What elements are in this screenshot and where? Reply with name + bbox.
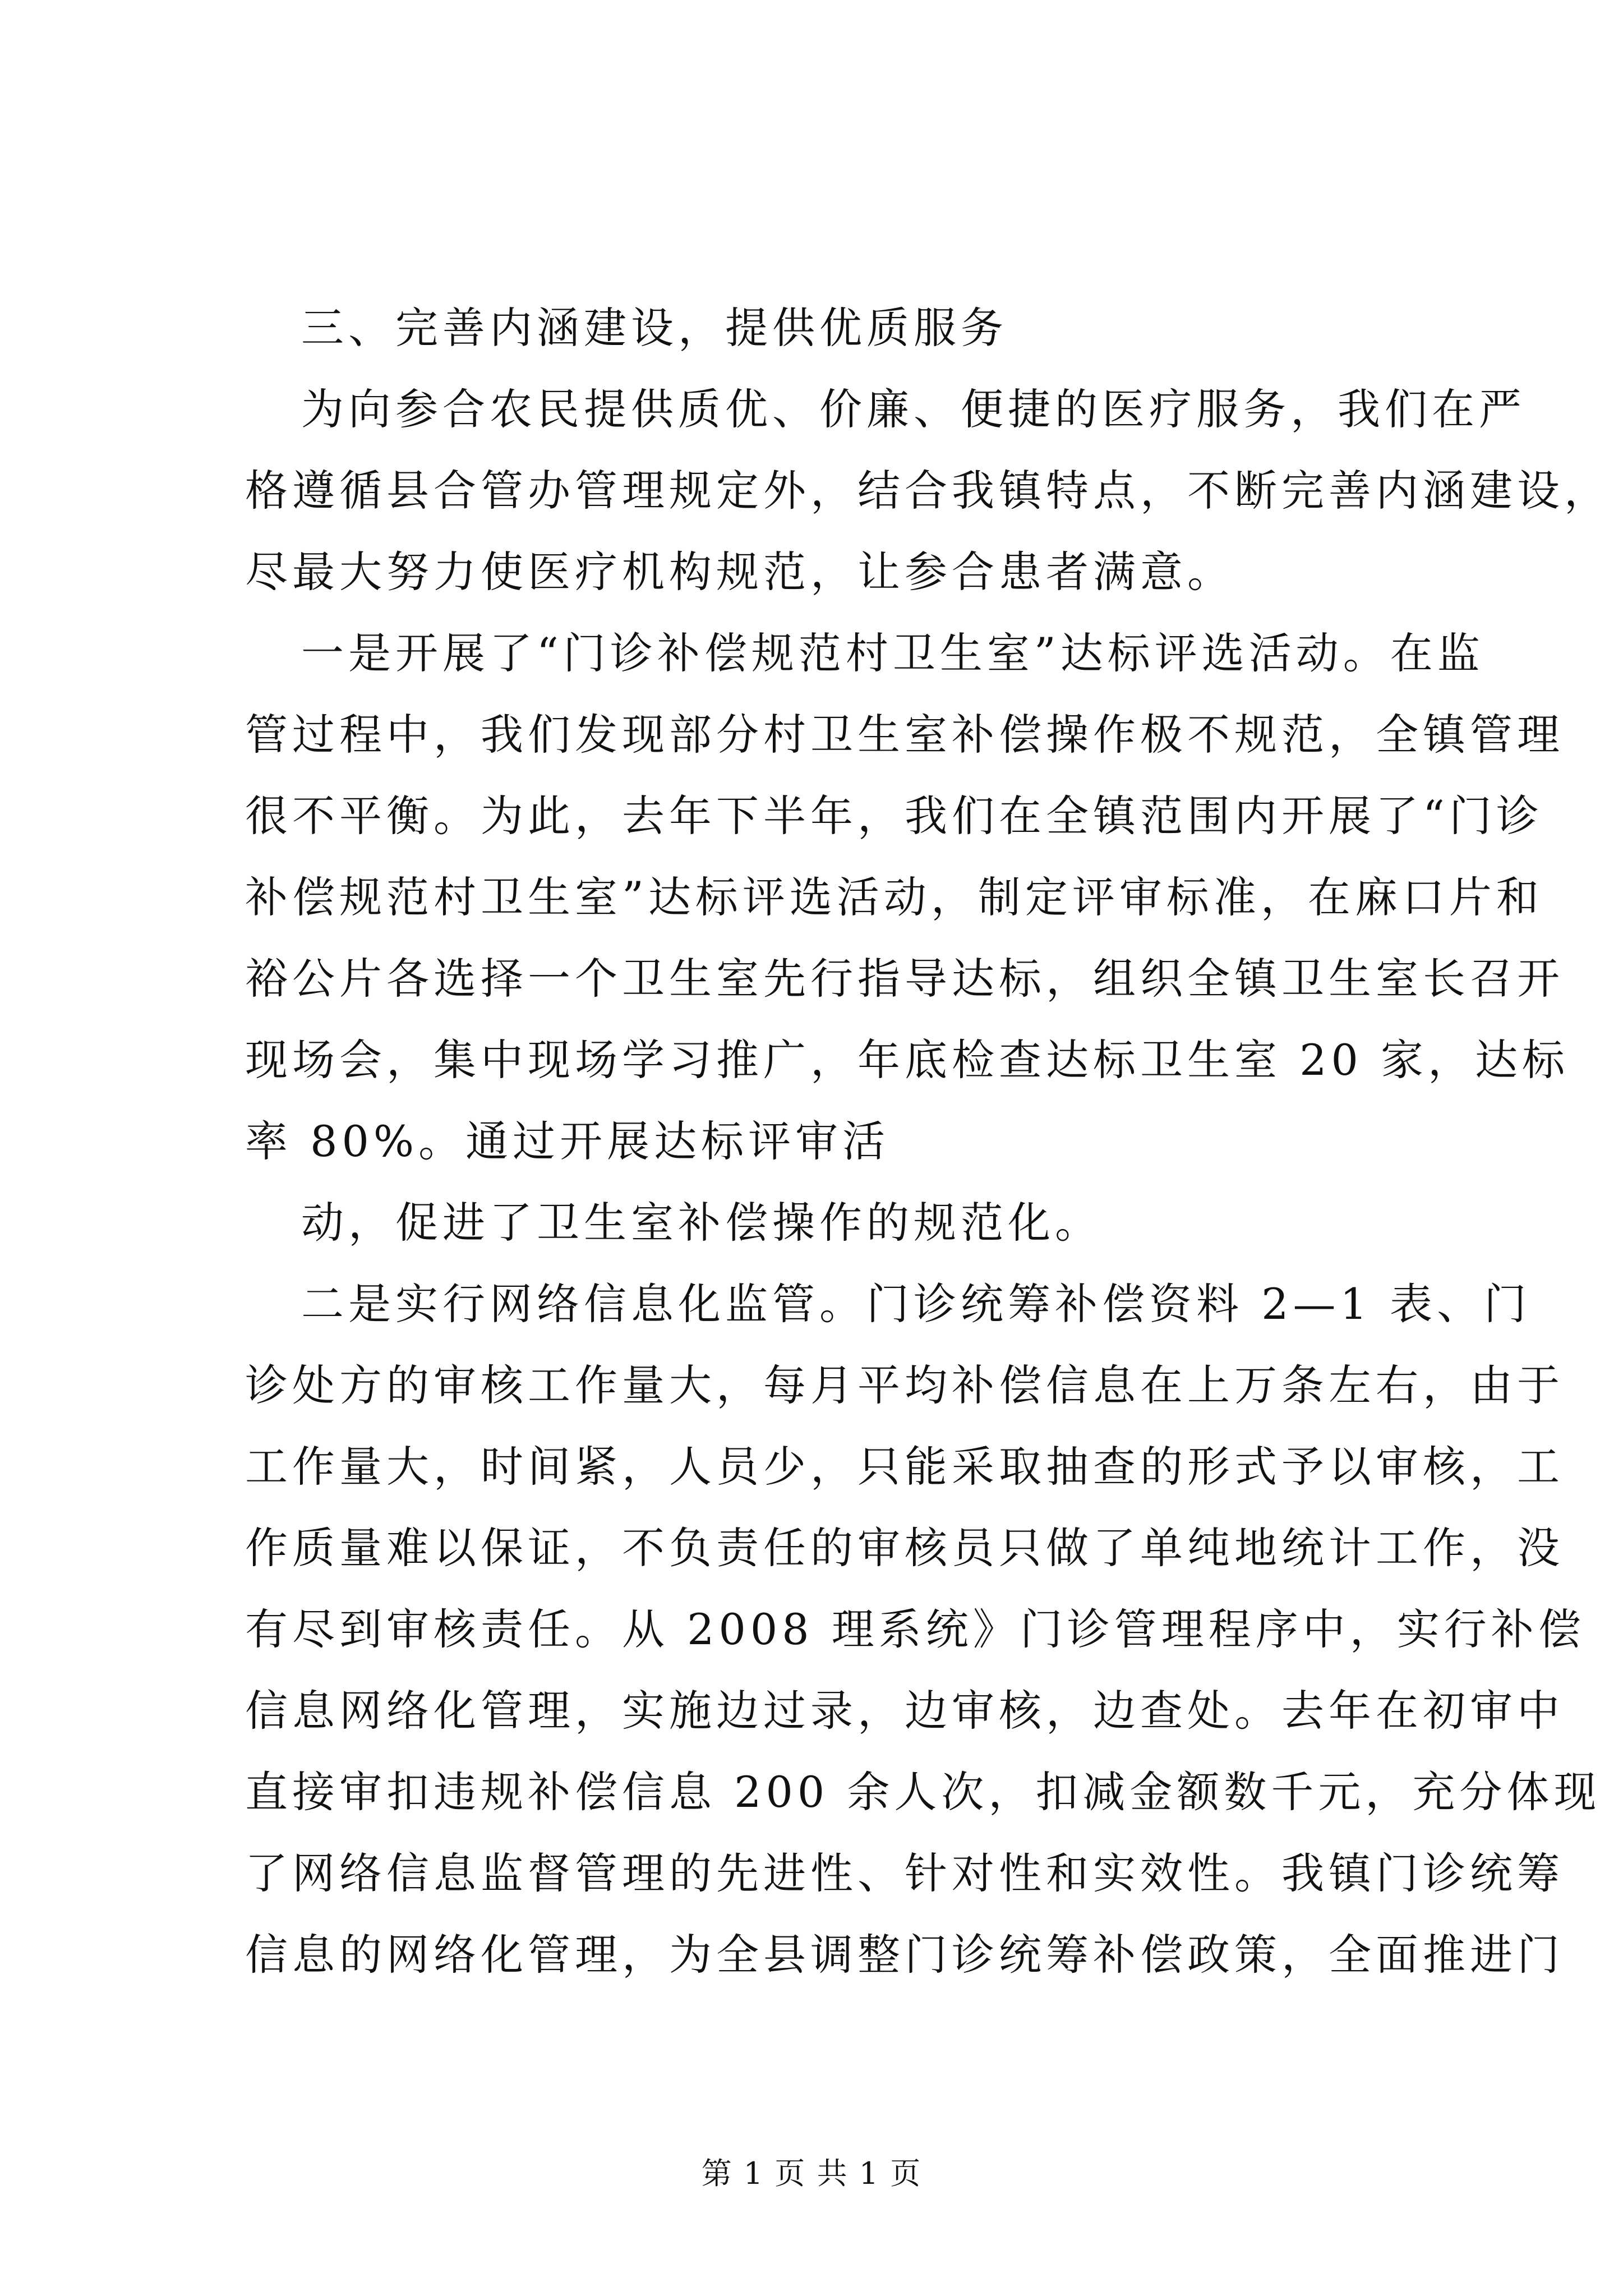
paragraph-line: 格遵循县合管办管理规定外，结合我镇特点，不断完善内涵建设， (245, 466, 1611, 516)
paragraph-line: 为向参合农民提供质优、价廉、便捷的医疗服务，我们在严 (301, 384, 1526, 434)
paragraph-line: 信息网络化管理，实施边过录，边审核，边查处。去年在初审中 (245, 1686, 1564, 1736)
paragraph-line: 了网络信息监督管理的先进性、针对性和实效性。我镇门诊统筹 (245, 1848, 1564, 1898)
paragraph-line: 现场会，集中现场学习推广，年底检查达标卫生室 20 家，达标 (245, 1035, 1570, 1085)
paragraph-line: 作质量难以保证，不负责任的审核员只做了单纯地统计工作，没 (245, 1523, 1564, 1573)
paragraph-line: 动，促进了卫生室补偿操作的规范化。 (301, 1198, 1102, 1248)
paragraph-line: 有尽到审核责任。从 2008 理系统》门诊管理程序中，实行补偿 (245, 1604, 1585, 1654)
paragraph-line: 诊处方的审核工作量大，每月平均补偿信息在上万条左右，由于 (245, 1360, 1564, 1410)
paragraph-line: 信息的网络化管理，为全县调整门诊统筹补偿政策，全面推进门 (245, 1930, 1564, 1980)
paragraph-line: 很不平衡。为此，去年下半年，我们在全镇范围内开展了“门诊 (245, 791, 1543, 841)
section-heading: 三、完善内涵建设，提供优质服务 (301, 303, 1008, 353)
paragraph-line: 直接审扣违规补偿信息 200 余人次，扣减金额数千元，充分体现 (245, 1767, 1601, 1817)
paragraph-line: 工作量大，时间紧，人员少，只能采取抽查的形式予以审核，工 (245, 1442, 1564, 1492)
paragraph-line: 裕公片各选择一个卫生室先行指导达标，组织全镇卫生室长召开 (245, 954, 1564, 1004)
paragraph-line: 率 80%。通过开展达标评审活 (245, 1116, 890, 1166)
paragraph-line: 补偿规范村卫生室”达标评选活动，制定评审标准，在麻口片和 (245, 872, 1543, 922)
paragraph-line: 尽最大努力使医疗机构规范，让参合患者满意。 (245, 547, 1234, 597)
page-number-footer: 第 1 页 共 1 页 (701, 2156, 922, 2191)
paragraph-line: 管过程中，我们发现部分村卫生室补偿操作极不规范，全镇管理 (245, 710, 1564, 760)
paragraph-line: 二是实行网络信息化监管。门诊统筹补偿资料 2—1 表、门 (301, 1279, 1532, 1329)
paragraph-line: 一是开展了“门诊补偿规范村卫生室”达标评选活动。在监 (301, 628, 1484, 678)
